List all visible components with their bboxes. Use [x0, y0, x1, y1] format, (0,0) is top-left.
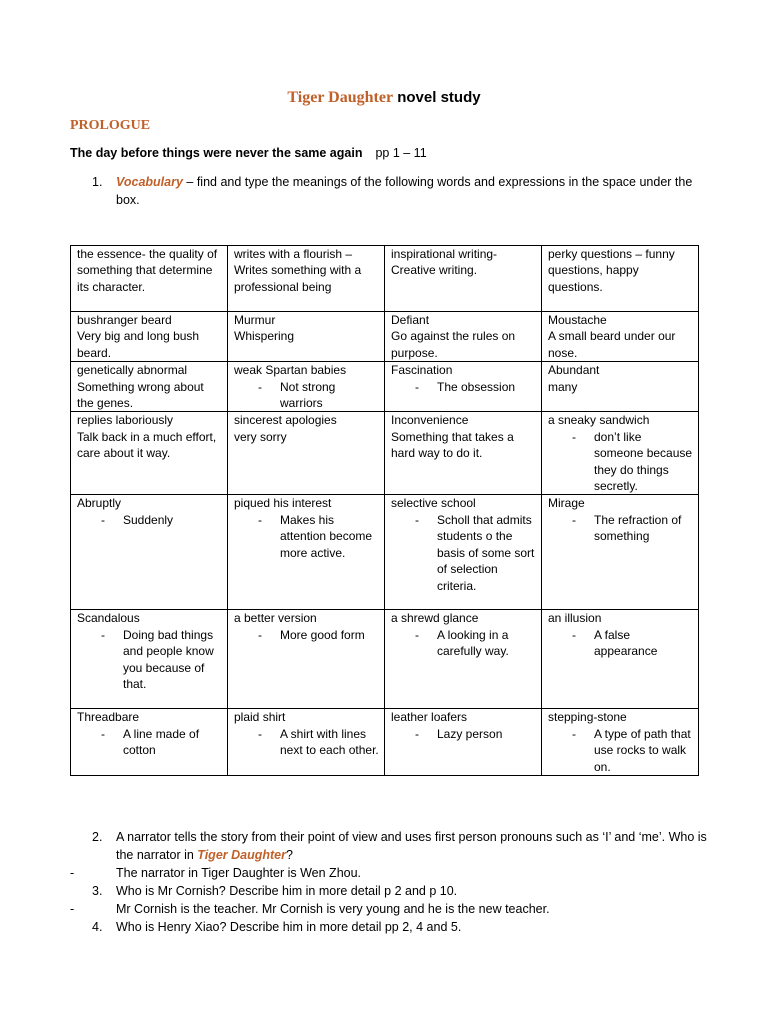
vocab-meaning-item: - Suddenly: [77, 512, 223, 528]
vocab-cell: [385, 362, 542, 412]
vocab-meaning: A small beard under our nose.: [548, 329, 676, 360]
vocab-cell: [385, 312, 542, 362]
vocab-meaning-item: - Not strong warriors: [234, 379, 380, 412]
vocab-term: perky questions – funny questions, happy questions.: [548, 247, 675, 294]
vocab-meaning-item: - Doing bad things and people know you because of that.: [77, 627, 223, 693]
question-end: ?: [285, 848, 293, 862]
vocab-cell: [228, 246, 385, 312]
vocab-meaning: Very big and long bush beard.: [77, 329, 200, 360]
chapter-title: The day before things were never the same again: [70, 146, 363, 160]
vocab-term: plaid shirt: [234, 710, 286, 725]
vocab-term: piqued his interest: [234, 496, 332, 511]
vocab-meaning-item: - A line made of cotton: [77, 726, 223, 759]
vocab-cell: [71, 362, 228, 412]
vocab-term: Scandalous: [77, 611, 140, 626]
vocab-meaning: very sorry: [234, 429, 287, 444]
vocab-term: Murmur: [234, 313, 276, 327]
vocab-meaning: Something wrong about the genes.: [77, 379, 204, 411]
vocab-meaning-item: - Makes his attention become more active.: [234, 512, 380, 561]
vocab-meaning-item: - A shirt with lines next to each other.: [234, 726, 380, 759]
vocab-term: Abruptly: [77, 496, 122, 511]
vocab-cell: [542, 246, 699, 312]
vocab-meaning-list: [391, 726, 537, 742]
vocab-term: Mirage: [548, 496, 585, 511]
vocab-meaning: Something that takes a hard way to do it.: [391, 429, 514, 461]
vocab-cell: [542, 412, 699, 495]
vocab-meaning-item: - The refraction of something: [548, 512, 694, 545]
chapter-heading: [70, 146, 427, 160]
table-row: [71, 709, 699, 776]
vocab-meaning-list: [234, 726, 380, 759]
vocab-cell: [228, 610, 385, 709]
list-marker: 3.: [92, 884, 103, 898]
vocab-term: replies laboriously: [77, 413, 174, 428]
vocabulary-emphasis: Vocabulary: [116, 175, 183, 189]
vocab-cell: [385, 412, 542, 495]
question-item: [92, 828, 712, 864]
vocab-meaning-list: [548, 726, 694, 775]
list-marker: -: [70, 866, 75, 880]
question-text: Who is Mr Cornish? Describe him in more detail p 2 and p 10.: [116, 884, 458, 898]
document-title: [0, 89, 768, 107]
vocab-cell: [228, 362, 385, 412]
vocab-meaning-item: - More good form: [234, 627, 380, 643]
question-1-instructions: – find and type the meanings of the following words and expressions in the space under the box.: [116, 175, 693, 207]
question-text: The narrator in Tiger Daughter is Wen Zhou.: [116, 866, 362, 880]
vocab-term: an illusion: [548, 611, 602, 626]
vocab-meaning-list: [77, 512, 223, 528]
vocab-cell: [71, 412, 228, 495]
vocab-meaning: Talk back in a much effort, care about it way.: [77, 429, 217, 461]
vocab-cell: [71, 495, 228, 610]
question-text: Who is Henry Xiao? Describe him in more detail pp 2, 4 and 5.: [116, 920, 462, 934]
table-row: [71, 610, 699, 709]
vocab-cell: [228, 312, 385, 362]
list-marker: 2.: [92, 830, 103, 844]
question-1-text: [116, 173, 712, 209]
question-list: [70, 828, 712, 936]
vocab-meaning-item: - A looking in a carefully way.: [391, 627, 537, 660]
vocab-term: inspirational writing- Creative writing.: [391, 247, 498, 278]
vocab-meaning-item: - Scholl that admits students o the basis of some sort of selection criteria.: [391, 512, 537, 594]
vocab-term: selective school: [391, 496, 476, 511]
vocab-term: Inconvenience: [391, 413, 469, 428]
vocab-meaning-list: [234, 627, 380, 643]
vocab-term: a sneaky sandwich: [548, 413, 650, 428]
vocab-meaning-list: [234, 379, 380, 412]
vocab-meaning-item: - A false appearance: [548, 627, 694, 660]
vocab-cell: [542, 709, 699, 776]
table-row: [71, 312, 699, 362]
vocab-cell: [71, 610, 228, 709]
vocab-meaning-list: [391, 512, 537, 594]
vocab-term: Abundant: [548, 363, 600, 378]
book-title: Tiger Daughter: [287, 89, 394, 106]
vocab-term: Defiant: [391, 313, 430, 327]
vocabulary-table: [70, 245, 699, 776]
vocab-meaning-item: - don’t like someone because they do things secretly.: [548, 429, 694, 495]
vocab-meaning: Whispering: [234, 329, 295, 344]
vocab-term: Threadbare: [77, 710, 140, 725]
table-row: [71, 412, 699, 495]
question-text: Mr Cornish is the teacher. Mr Cornish is very young and he is the new teacher.: [116, 902, 550, 916]
question-text: A narrator tells the story from their point of view and uses first person pronouns such as ‘I’ and ‘me’. Who is the narrator in: [116, 830, 707, 862]
question-1-number: 1.: [92, 175, 103, 189]
vocab-term: genetically abnormal: [77, 363, 188, 378]
vocab-meaning-item: - A type of path that use rocks to walk on.: [548, 726, 694, 775]
vocab-term: Moustache: [548, 313, 607, 327]
title-suffix: novel study: [397, 89, 481, 106]
vocab-cell: [542, 610, 699, 709]
vocab-meaning-list: [548, 429, 694, 495]
vocab-meaning-list: [234, 512, 380, 561]
chapter-pages: pp 1 – 11: [375, 146, 427, 160]
book-title-emphasis: Tiger Daughter: [197, 848, 286, 862]
vocab-meaning-list: [77, 726, 223, 759]
table-row: [71, 362, 699, 412]
vocab-meaning-list: [548, 512, 694, 545]
table-row: [71, 495, 699, 610]
table-row: [71, 246, 699, 312]
vocab-term: bushranger beard: [77, 313, 172, 327]
vocab-cell: [228, 412, 385, 495]
vocab-term: stepping-stone: [548, 710, 627, 725]
vocab-meaning-list: [391, 627, 537, 660]
vocab-term: sincerest apologies: [234, 413, 337, 428]
list-marker: 4.: [92, 920, 103, 934]
vocab-cell: [71, 246, 228, 312]
vocab-meaning-list: [77, 627, 223, 693]
vocab-cell: [385, 709, 542, 776]
vocabulary-table-body: [71, 246, 699, 776]
list-marker: -: [70, 902, 75, 916]
vocab-term: a better version: [234, 611, 317, 626]
vocab-term: Fascination: [391, 363, 453, 378]
vocab-meaning-list: [548, 627, 694, 660]
section-heading: PROLOGUE: [70, 118, 151, 133]
vocab-cell: [71, 312, 228, 362]
vocab-term: writes with a flourish – Writes something with a professional being: [234, 247, 362, 294]
vocab-cell: [228, 709, 385, 776]
vocab-cell: [385, 495, 542, 610]
vocab-cell: [542, 362, 699, 412]
vocab-meaning-item: - Lazy person: [391, 726, 537, 742]
answer-line: [70, 864, 712, 882]
answer-line: [70, 900, 712, 918]
vocab-cell: [542, 312, 699, 362]
vocab-meaning-list: [391, 379, 537, 395]
vocab-term: a shrewd glance: [391, 611, 479, 626]
vocab-cell: [542, 495, 699, 610]
question-item: [92, 882, 712, 900]
question-item: [92, 918, 712, 936]
vocab-meaning: Go against the rules on purpose.: [391, 329, 516, 360]
vocab-term: weak Spartan babies: [234, 363, 347, 378]
vocab-cell: [385, 246, 542, 312]
vocab-term: leather loafers: [391, 710, 468, 725]
vocab-cell: [385, 610, 542, 709]
vocab-meaning: many: [548, 379, 578, 394]
vocab-cell: [71, 709, 228, 776]
vocab-cell: [228, 495, 385, 610]
vocab-term: the essence- the quality of something that determine its character.: [77, 247, 218, 294]
vocab-meaning-item: - The obsession: [391, 379, 537, 395]
